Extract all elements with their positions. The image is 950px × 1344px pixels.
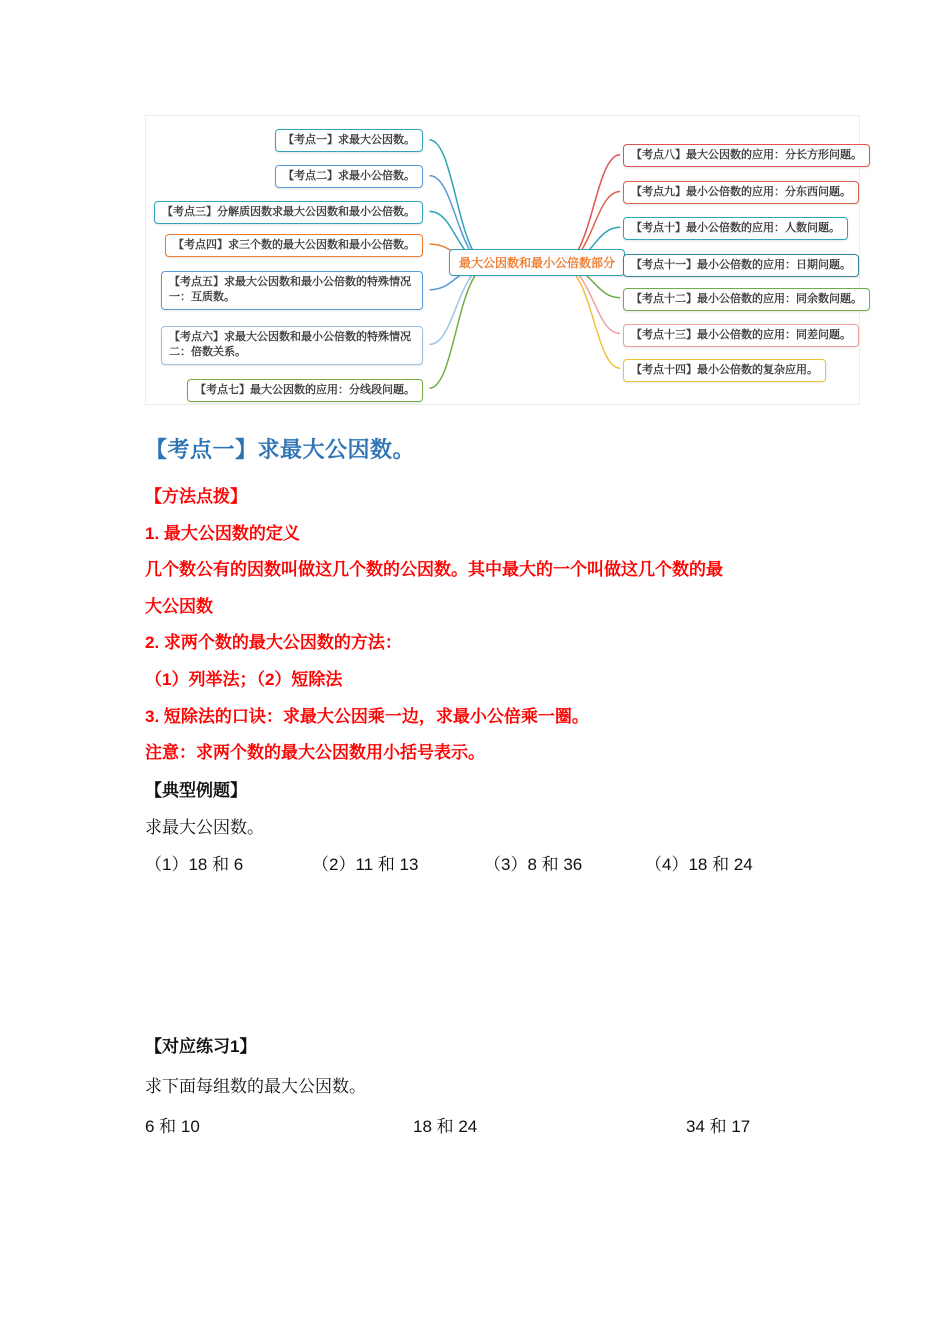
method-line: 几个数公有的因数叫做这几个数的公因数。其中最大的一个叫做这几个数的最 <box>145 560 723 580</box>
example-items-row <box>145 846 860 883</box>
method-line: 注意：求两个数的最大公因数用小括号表示。 <box>145 743 485 763</box>
mindmap-node-kaodian3: 【考点三】分解质因数求最大公因数和最小公倍数。 <box>154 201 423 224</box>
mindmap-node-kaodian5: 【考点五】求最大公因数和最小公倍数的特殊情况一：互质数。 <box>161 271 423 310</box>
mindmap-node-kaodian9: 【考点九】最小公倍数的应用：分东西问题。 <box>623 181 859 204</box>
connector-line <box>430 265 491 344</box>
mindmap-node-kaodian10: 【考点十】最小公倍数的应用：人数问题。 <box>623 217 848 240</box>
mindmap-node-kaodian4: 【考点四】求三个数的最大公因数和最小公倍数。 <box>165 234 423 257</box>
example-item: （4）18 和 24 <box>645 855 753 874</box>
method-title: 【方法点拨】 <box>145 487 247 506</box>
practice-items-row <box>145 1107 860 1147</box>
example-item: （3）8 和 36 <box>484 855 583 874</box>
mindmap-center-node: 最大公因数和最小公倍数部分 <box>449 249 625 276</box>
practice-title: 【对应练习1】 <box>145 1037 257 1056</box>
section-heading: 【考点一】求最大公因数。 <box>145 437 416 462</box>
example-title: 【典型例题】 <box>145 781 247 800</box>
mindmap-node-kaodian2: 【考点二】求最小公倍数。 <box>275 165 423 188</box>
example-intro: 求最大公因数。 <box>145 818 264 837</box>
example-item: （2）11 和 13 <box>312 855 419 874</box>
practice-block <box>145 1027 860 1147</box>
mindmap-node-kaodian13: 【考点十三】最小公倍数的应用：同差问题。 <box>623 324 859 347</box>
practice-item: 6 和 10 <box>145 1117 200 1136</box>
method-line: 大公因数 <box>145 596 213 616</box>
practice-item: 18 和 24 <box>413 1117 478 1136</box>
mindmap <box>145 115 860 405</box>
method-line: （1）列举法；（2）短除法 <box>145 669 343 689</box>
connector-line <box>560 265 621 368</box>
example-block <box>145 772 860 883</box>
connector-line <box>430 265 491 388</box>
method-line: 1. 最大公因数的定义 <box>145 523 300 543</box>
mindmap-node-kaodian6: 【考点六】求最大公因数和最小公倍数的特殊情况二：倍数关系。 <box>161 326 423 365</box>
mindmap-node-kaodian1: 【考点一】求最大公因数。 <box>275 129 423 152</box>
method-block <box>145 479 860 772</box>
method-line: 3. 短除法的口诀：求最大公因乘一边，求最小公倍乘一圈。 <box>145 706 589 726</box>
method-line: 2. 求两个数的最大公因数的方法： <box>145 633 402 653</box>
mindmap-node-kaodian7: 【考点七】最大公因数的应用：分线段问题。 <box>187 379 423 402</box>
mindmap-node-kaodian14: 【考点十四】最小公倍数的复杂应用。 <box>623 359 826 382</box>
mindmap-node-kaodian12: 【考点十二】最小公倍数的应用：同余数问题。 <box>623 288 870 311</box>
mindmap-node-kaodian8: 【考点八】最大公因数的应用：分长方形问题。 <box>623 144 870 167</box>
mindmap-node-kaodian11: 【考点十一】最小公倍数的应用：日期问题。 <box>623 254 859 277</box>
practice-item: 34 和 17 <box>686 1117 751 1136</box>
connector-line <box>430 140 491 265</box>
example-item: （1）18 和 6 <box>145 855 244 874</box>
practice-intro: 求下面每组数的最大公因数。 <box>145 1077 366 1096</box>
